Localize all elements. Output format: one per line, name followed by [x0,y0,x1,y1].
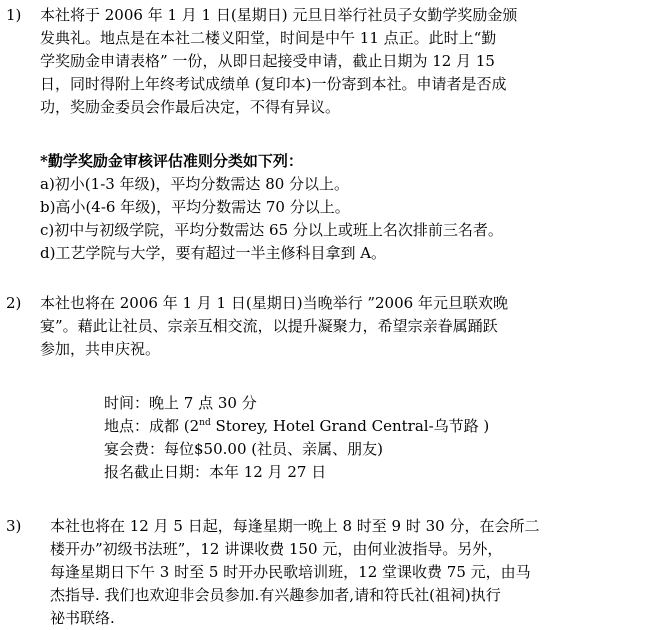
text-line: 每逢星期日下午 3 时至 5 时开办民歌培训班，12 堂课收费 75 元，由马 [50,563,531,581]
banquet-venue [104,415,634,438]
venue-prefix: 地点：成都 (2 [104,417,200,435]
item-1-number: 1) [6,6,22,24]
text-line: 杰指导. 我们也欢迎非会员参加.有兴趣参加者,请和符氏社(祖祠)执行 [50,586,501,604]
text-line: 发典礼。地点是在本社二楼义阳堂，时间是中午 11 点正。此时上“勤 [40,29,497,47]
item-1-text [40,4,640,119]
text-line: 祕书联络. [50,609,115,627]
text-line: 参加，共申庆祝。 [40,340,161,358]
item-3-text [50,515,645,630]
text-line: 功，奖励金委员会作最后决定，不得有异议。 [40,98,341,116]
text-line: 本社也将在 12 月 5 日起，每逢星期一晚上 8 时至 9 时 30 分，在会所二 [50,517,540,535]
text-line: 日，同时得附上年终考试成绩单 (复印本)一份寄到本社。申请者是否成 [40,75,507,93]
banquet-time: 时间：晚上 7 点 30 分 [104,394,257,412]
banquet-details [104,392,634,484]
criteria-item: d)工艺学院与大学，要有超过一半主修科目拿到 A。 [40,244,387,262]
banquet-fee: 宴会费：每位$50.00 (社员、亲属、朋友) [104,440,383,458]
text-line: 学奖励金申请表格” 一份，从即日起接受申请，截止日期为 12 月 15 [40,52,495,70]
text-line: 本社将于 2006 年 1 月 1 日(星期日) 元旦日举行社员子女勤学奖励金颁 [40,6,518,24]
item-2-text [40,292,640,361]
item-2-number: 2) [6,294,22,312]
text-line: 本社也将在 2006 年 1 月 1 日(星期日)当晚举行 ”2006 年元旦联欢晚 [40,294,508,312]
criteria-item: b)高小(4-6 年级)，平均分数需达 70 分以上。 [40,198,350,216]
criteria-section [40,150,640,265]
criteria-item: c)初中与初级学院，平均分数需达 65 分以上或班上名次排前三名者。 [40,221,503,239]
text-line: 楼开办”初级书法班”，12 讲课收费 150 元，由何业波指导。另外， [50,540,503,558]
item-3-number: 3) [6,517,22,535]
venue-suffix: Storey, Hotel Grand Central-乌节路 ) [210,417,490,435]
criteria-heading: *勤学奖励金审核评估准则分类如下列： [40,152,303,170]
criteria-item: a)初小(1-3 年级)，平均分数需达 80 分以上。 [40,175,350,193]
text-line: 宴”。藉此让社员、宗亲互相交流，以提升凝聚力，希望宗亲眷属踊跃 [40,317,498,335]
banquet-deadline: 报名截止日期：本年 12 月 27 日 [104,463,327,481]
venue-superscript: nd [199,418,211,428]
